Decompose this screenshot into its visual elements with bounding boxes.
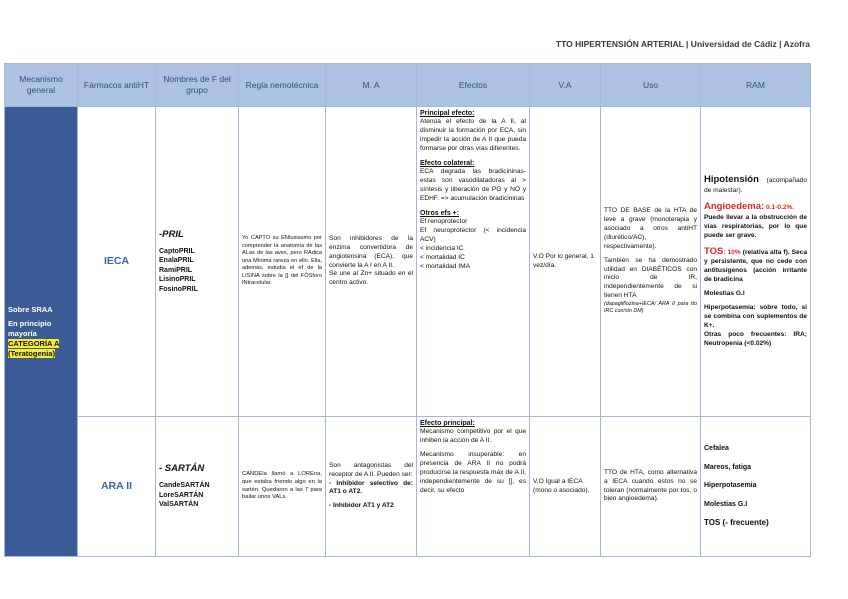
ram-angioedema-text: Puede llevar a la obstrucción de vías respiratorias, por lo que puede ser grave. — [704, 214, 807, 239]
ram-tos-text: (relativa alta f). Seca y persistente, que no cede con antitusígenos (acción irritante de bradicina — [704, 248, 807, 284]
page-header: TTO HIPERTENSIÓN ARTERIAL | Universidad de Cádiz | Azofra — [555, 39, 810, 49]
drug-item: LisinoPRIL — [159, 276, 196, 284]
drug-item: LoreSARTÁN — [159, 491, 204, 499]
ma-text: - Inhibidor selectivo de: AT1 o AT2. — [329, 479, 413, 496]
table-row-ara — [5, 417, 811, 557]
va-ieca: V.O Por lo general, 1 vez/día. — [530, 107, 601, 417]
ram-hipotension-note: (acompañado de malestar). — [704, 177, 807, 195]
uso-ara: TTO de HTA, como alternativa a IECA cuando estos no se toleran (normalmente por tos, o bien angioedema). — [601, 417, 701, 557]
ma-cell-ieca — [326, 107, 417, 417]
col-header-efectos: Efectos — [417, 64, 530, 107]
suffix-ara: - SARTÁN — [159, 463, 205, 475]
uso-p2: También se ha demostrado utilidad en DIABÉTICOS con inicio de IR, independientemente de si tienen HTA — [604, 256, 697, 300]
drug-item: FosinoPRIL — [159, 285, 198, 293]
effects-otros-item: < mortalidad IC — [420, 254, 465, 261]
mnemonic-ieca: Yo CAPTO su ENtusiasmo por comprender la anatomía de las ALas de las aves, pero RAdica una Mínima rareza en ello. Ella, además, estudia el ef de la LISINA sobre la [] del FÓSforo INtracelular. — [239, 107, 326, 417]
ram-item: Molestias G.I — [704, 500, 748, 508]
effects-colateral-title: Efecto colateral: — [420, 160, 475, 167]
col-header-uso: Uso — [601, 64, 701, 107]
ma-text: Son antagonistas del receptor de A II. Pueden ser: — [329, 461, 413, 478]
mechanism-line1: Sobre SRAA — [8, 304, 53, 314]
effects-otros-title: Otros efs +: — [420, 210, 460, 217]
col-header-va: V.A — [530, 64, 601, 107]
names-cell-ieca — [156, 107, 239, 417]
drug-item: RamiPRIL — [159, 266, 193, 274]
ram-hipotension: Hipotensión — [704, 174, 759, 186]
col-header-ma: M. A — [326, 64, 417, 107]
ma-text: - Inhibidor AT1 y AT2 — [329, 502, 394, 510]
drug-table — [4, 63, 811, 557]
col-header-ram: RAM — [701, 64, 811, 107]
drug-item: CaptoPRIL — [159, 247, 195, 255]
effects-principal-title: Principal efecto: — [420, 110, 475, 117]
ram-hiperpotasemia: Hiperpotasemia: sobre todo, si se combina con suplementos de K+. — [704, 304, 807, 329]
group-ara: ARA II — [78, 417, 156, 557]
header-row — [5, 64, 811, 107]
uso-p1: TTO DE BASE de la HTA de leve a grave (monoterapia y asociado a otros antiHT (diurético/AC), respectivamente). — [604, 207, 697, 250]
effects-colateral-text: ECA degrada las bradicininas- estas son vasodilatadoras al > síntesis y liberación de PG y NO y EDHF. => acumulación bradicininas — [420, 168, 526, 203]
table-row-ieca — [5, 107, 811, 417]
col-header-mecanismo: Mecanismo general — [5, 64, 78, 107]
mechanism-highlight: CATEGORÍA A (Teratogenia) — [8, 338, 60, 358]
ram-item: TOS (- frecuente) — [704, 517, 769, 527]
effects-cell-ara — [417, 417, 530, 557]
ram-item: Hiperpotasemia — [704, 482, 757, 490]
col-header-farmacos: Fármacos antiHT — [78, 64, 156, 107]
ram-angioedema: Angioedema: — [704, 201, 765, 213]
ram-molestias: Molestias G.I — [704, 290, 745, 298]
ma-text: Son inhibidores de la enzima convertidora de angiotensina (ECA), que convierte la A I en A II. — [329, 234, 413, 269]
effects-principal-text: Mecanismo competitivo por el que inhiben la acción de A II. — [420, 428, 526, 445]
ram-cell-ieca — [701, 107, 811, 417]
ma-text: Se une al Zn+ situado en el centro activo. — [329, 270, 413, 287]
mechanism-line2: En principio mayoría — [8, 319, 52, 339]
effects-principal-text: Atenúa el efecto de la A II, al disminuir la formación por ECA, sin impedir la acción de A II que pueda formarse por otras vías diferentes. — [420, 118, 526, 153]
mnemonic-ara: CANDEla llamó a LOREna, que estaba friendo algo en la sartén. Quedaron a las 7 para bailar unos VALs. — [239, 417, 326, 557]
ram-angioedema-pct: 0.1-0.2%. — [766, 204, 795, 212]
effects-otros-item: < incidencia IC — [420, 245, 464, 253]
drug-item: CandeSARTÁN — [159, 482, 210, 490]
effects-otros-item: < mortalidad IMA — [420, 262, 471, 270]
ram-cell-ara — [701, 417, 811, 557]
effects-otros-item: Ef renoprotector — [420, 218, 468, 226]
col-header-nombres: Nombres de F del grupo — [156, 64, 239, 107]
ram-tos-pct: : 10% — [723, 248, 741, 256]
va-ara: V.O Igual a IECA (mono o asociado). — [530, 417, 601, 557]
suffix-ieca: -PRIL — [159, 229, 184, 240]
col-header-regla: Regla nemotécnica — [239, 64, 326, 107]
ram-tos: TOS — [704, 245, 724, 257]
effects-cell-ieca — [417, 107, 530, 417]
ma-cell-ara — [326, 417, 417, 557]
drug-item: EnalaPRIL — [159, 257, 194, 265]
ram-otras: Otras poco frecuentes: IRA; Neutropenia (<0.02%) — [704, 330, 807, 347]
effects-otros-item: Ef neuroprotector (< incidencia ACV) — [420, 227, 526, 244]
group-ieca: IECA — [78, 107, 156, 417]
effects-principal-title: Efecto principal: — [420, 420, 475, 427]
uso-cell-ieca — [601, 107, 701, 417]
ram-item: Cefalea — [704, 445, 729, 453]
ram-item: Mareos, fatiga — [704, 463, 752, 471]
uso-note: (dapagliflozina+IECA/ ARA II para tto IRC con/sin DM) — [604, 301, 697, 315]
effects-extra-text: Mecanismo insuperable: en presencia de ARA II no podrá producirse la respuesta máx de A II, independientemente de su [], es decir, su efecto — [420, 451, 526, 494]
mechanism-cell — [5, 107, 78, 557]
names-cell-ara — [156, 417, 239, 557]
drug-item: ValSARTÁN — [159, 501, 199, 509]
